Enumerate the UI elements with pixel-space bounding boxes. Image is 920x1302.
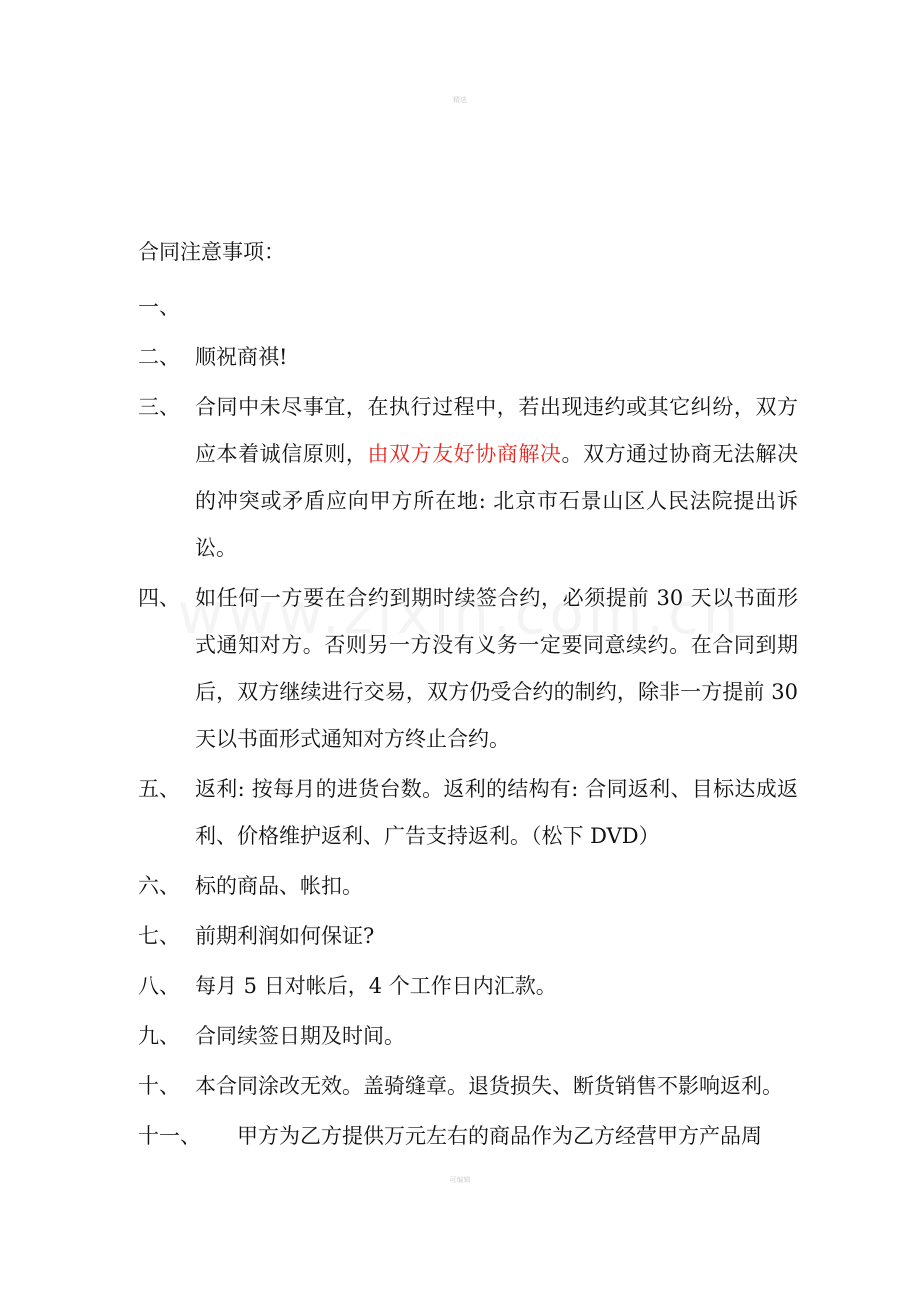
list-item bbox=[138, 863, 798, 910]
list-item bbox=[138, 575, 798, 763]
item-number: 六、 bbox=[138, 874, 180, 898]
list-item bbox=[138, 963, 798, 1010]
list-item bbox=[138, 766, 798, 860]
item-text: 顺祝商祺! bbox=[195, 345, 288, 369]
list-item bbox=[138, 913, 798, 960]
item-number: 十、 bbox=[138, 1074, 180, 1098]
item-text: 每月 5 日对帐后，4 个工作日内汇款。 bbox=[195, 974, 557, 998]
item-text: 返利: 按每月的进货台数。返利的结构有: 合同返利、目标达成返利、价格维护返利、广告支持返利。（松下 DVD） bbox=[195, 777, 798, 848]
item-number: 十一、 bbox=[138, 1124, 201, 1148]
item-text bbox=[195, 384, 798, 572]
item-text: 前期利润如何保证? bbox=[195, 924, 375, 948]
item-text: 本合同涂改无效。盖骑缝章。退货损失、断货销售不影响返利。 bbox=[195, 1074, 783, 1098]
list-item bbox=[138, 334, 798, 381]
item-text: 合同续签日期及时间。 bbox=[195, 1024, 405, 1048]
item-text: 甲方为乙方提供万元左右的商品作为乙方经营甲方产品周 bbox=[237, 1124, 762, 1148]
item-number: 二、 bbox=[138, 345, 180, 369]
item-text: 如任何一方要在合约到期时续签合约，必须提前 30 天以书面形式通知对方。否则另一方没有义务一定要同意续约。在合同到期后，双方继续进行交易，双方仍受合约的制约，除非一方提前 30 天以书面形式通知对方终止合约。 bbox=[195, 586, 798, 751]
item-number: 三、 bbox=[138, 395, 180, 419]
document-body bbox=[138, 232, 798, 1163]
item-number: 八、 bbox=[138, 974, 180, 998]
item-number: 五、 bbox=[138, 777, 180, 801]
item-number: 四、 bbox=[138, 586, 180, 610]
list-item bbox=[138, 1113, 798, 1160]
highlighted-text: 由双方友好协商解决 bbox=[367, 442, 562, 466]
list-item bbox=[138, 1013, 798, 1060]
document-title: 合同注意事项： bbox=[138, 240, 285, 264]
page-footer-mark: 可编辑 bbox=[449, 1176, 471, 1184]
page-header-mark: 精选 bbox=[453, 96, 467, 104]
list-item bbox=[138, 384, 798, 572]
list-item bbox=[138, 284, 798, 331]
list-item bbox=[138, 1063, 798, 1110]
item-text bbox=[195, 284, 798, 331]
item-number: 一、 bbox=[138, 295, 180, 319]
item-text-after: 。双方通过协商无法解决的冲突或矛盾应向甲方所在地: 北京市石景山区人民法院提出诉讼。 bbox=[195, 442, 799, 560]
item-number: 九、 bbox=[138, 1024, 180, 1048]
item-text-before: 合同中未尽事宜，在执行过程中，若出现违约或其它纠纷，双方应本着诚信原则， bbox=[195, 395, 798, 466]
item-number: 七、 bbox=[138, 924, 180, 948]
item-text: 标的商品、帐扣。 bbox=[195, 874, 363, 898]
